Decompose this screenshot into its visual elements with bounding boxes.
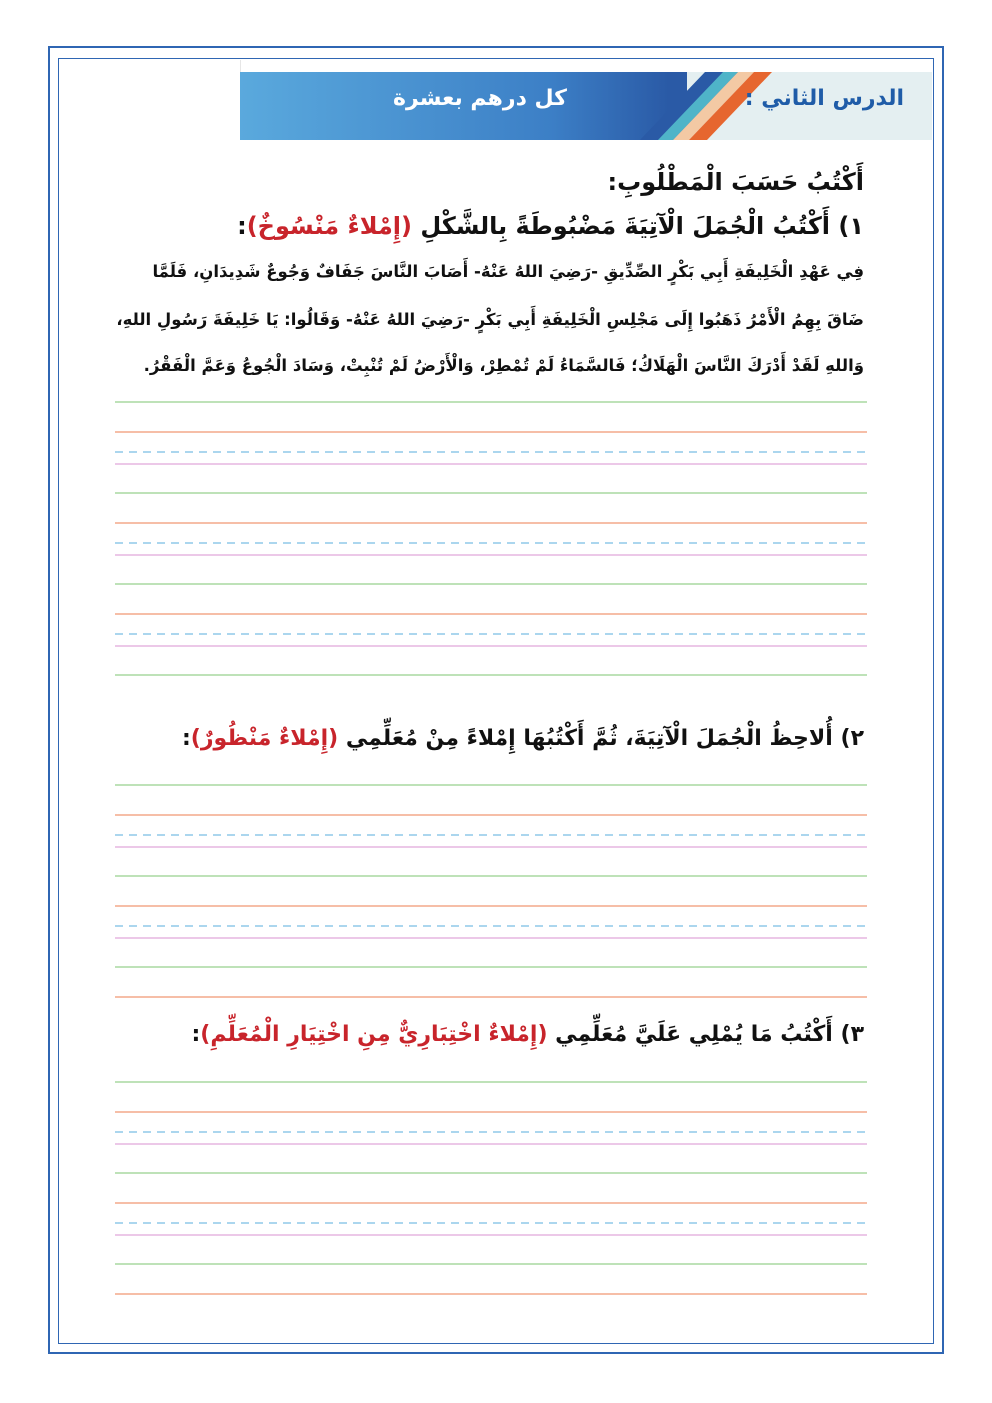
writing-lines-section-2[interactable] — [115, 781, 867, 1001]
passage-line-3: وَاللهِ لَقَدْ أَدْرَكَ النَّاسَ الْهَلَاكُ؛ فَالسَّمَاءُ لَمْ تُمْطِرْ، وَالْأَرْضُ لَمْ تُنْبِتْ، وَسَادَ الْجُوعُ وَعَمَّ الْفَقْرُ. — [143, 356, 864, 375]
passage-line-2: ضَاقَ بِهِمُ الْأَمْرُ ذَهَبُوا إِلَى مَجْلِسِ الْخَلِيفَةِ أَبِي بَكْرٍ -رَضِيَ اللهُ عَنْهُ- وَقَالُوا: يَا خَلِيفَةَ رَسُولِ اللهِ، — [116, 310, 864, 329]
writing-lines-section-3[interactable] — [115, 1078, 867, 1308]
question-1 — [237, 212, 864, 240]
question-1-text: ١) أَكْتُبُ الْجُمَلَ الْآتِيَةَ مَضْبُوطَةً بِالشَّكْلِ — [412, 212, 864, 240]
passage-line-1: فِي عَهْدِ الْخَلِيفَةِ أَبِي بَكْرٍ الصِّدِّيقِ -رَضِيَ اللهُ عَنْهُ- أَصَابَ النَّاسَ جَفَافٌ وَجُوعٌ شَدِيدَانِ، فَلَمَّا — [152, 262, 864, 281]
lesson-header — [240, 60, 932, 140]
question-2-colon: : — [181, 726, 191, 751]
question-1-type: (إِمْلاءٌ مَنْسُوخٌ) — [246, 212, 412, 240]
question-3 — [191, 1022, 864, 1047]
lesson-title: كل درهم بعشرة — [393, 86, 567, 111]
question-2-text: ٢) أُلاحِظُ الْجُمَلَ الْآتِيَةَ، ثُمَّ أَكْتُبُهَا إِمْلاءً مِنْ مُعَلِّمِي — [338, 726, 864, 751]
instruction-heading: أَكْتُبُ حَسَبَ الْمَطْلُوبِ: — [607, 168, 864, 196]
writing-lines-section-1[interactable] — [115, 398, 867, 698]
question-2 — [182, 726, 864, 751]
question-3-text: ٣) أَكْتُبُ مَا يُمْلِي عَلَيَّ مُعَلِّمِي — [547, 1022, 864, 1047]
question-3-type: (إِمْلاءٌ اخْتِبَارِيٌّ مِنِ اخْتِيَارِ الْمُعَلِّمِ) — [200, 1022, 548, 1047]
question-1-colon: : — [237, 212, 247, 240]
question-2-type: (إِمْلاءٌ مَنْظُورٌ) — [190, 726, 339, 751]
lesson-label: الدرس الثاني : — [744, 86, 904, 111]
question-3-colon: : — [191, 1022, 201, 1047]
